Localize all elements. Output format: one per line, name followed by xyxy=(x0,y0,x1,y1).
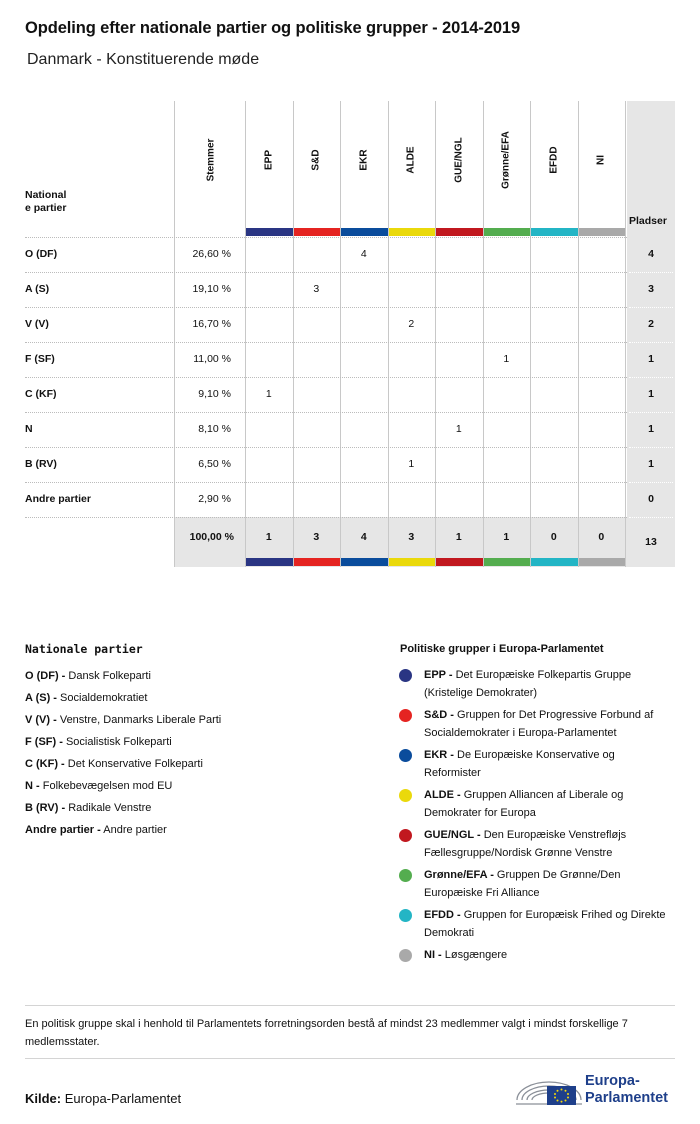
row-party: Andre partier xyxy=(25,493,91,505)
group-total: 1 xyxy=(455,531,462,543)
group-header-Grønne/EFA: Grønne/EFA xyxy=(500,131,512,189)
row-party: V (V) xyxy=(25,318,49,330)
row-party: O (DF) xyxy=(25,248,58,260)
source-label: Kilde: xyxy=(25,1091,62,1106)
party-column-header: National e partier xyxy=(25,189,67,214)
row-group-seats: 3 xyxy=(313,283,320,295)
logo-line-1: Europa- xyxy=(585,1073,640,1089)
row-separator xyxy=(25,447,627,448)
seats-separator xyxy=(629,412,673,413)
row-separator xyxy=(25,307,627,308)
group-legend-code: EKR - xyxy=(424,749,454,761)
national-legend-code: F (SF) - xyxy=(25,736,63,748)
seats-separator xyxy=(629,447,673,448)
group-legend-code: S&D - xyxy=(424,709,454,721)
group-total: 1 xyxy=(265,531,272,543)
seats-separator xyxy=(629,482,673,483)
group-colorbar-top xyxy=(531,228,578,236)
row-group-seats: 1 xyxy=(503,353,510,365)
logo-line-2: Parlamentet xyxy=(585,1089,669,1106)
group-legend-name: Gruppen Alliancen af Liberale og Demokrater for Europa xyxy=(424,789,624,819)
row-group-seats: 2 xyxy=(408,318,415,330)
row-separator xyxy=(25,482,627,483)
row-votes: 16,70 % xyxy=(192,318,231,330)
divider-group xyxy=(293,101,294,567)
row-party: C (KF) xyxy=(25,388,57,400)
footnote: En politisk gruppe skal i henhold til Parlamentets forretningsorden bestå af mindst 23 medlemmer valgt i mindst forskellige 7 medlemsstater. xyxy=(25,1018,628,1048)
group-header-GUE/NGL: GUE/NGL xyxy=(453,137,465,183)
group-legend-name: Løsgængere xyxy=(441,949,508,961)
divider xyxy=(25,1005,675,1006)
national-legend-code: V (V) - xyxy=(25,714,57,726)
group-colorbar-top xyxy=(389,228,436,236)
group-legend-item xyxy=(424,906,674,942)
row-votes: 26,60 % xyxy=(192,248,231,260)
national-legend-title: Nationale partier xyxy=(25,642,143,656)
group-legend-item xyxy=(424,786,674,822)
groups-legend-title: Politiske grupper i Europa-Parlamentet xyxy=(400,643,604,655)
divider-group xyxy=(435,101,436,567)
national-legend-code: O (DF) - xyxy=(25,670,66,682)
row-votes: 2,90 % xyxy=(198,493,231,505)
group-header-EPP: EPP xyxy=(263,149,275,171)
group-total: 4 xyxy=(360,531,367,543)
group-legend-item xyxy=(424,706,674,742)
group-header-ALDE: ALDE xyxy=(405,146,417,174)
national-legend-code: N - xyxy=(25,780,40,792)
seats-column-header: Pladser xyxy=(629,215,667,227)
group-color-dot-icon xyxy=(399,829,412,842)
divider-group xyxy=(625,101,626,567)
national-legend-name: Andre partier xyxy=(100,824,167,836)
seats-separator xyxy=(629,377,673,378)
national-legend-item xyxy=(25,780,172,792)
group-color-dot-icon xyxy=(399,949,412,962)
national-legend-code: C (KF) - xyxy=(25,758,65,770)
votes-column-header: Stemmer xyxy=(205,138,217,182)
group-total: 0 xyxy=(550,531,557,543)
group-total: 1 xyxy=(503,531,510,543)
group-legend-name: Gruppen for Europæisk Frihed og Direkte Demokrati xyxy=(424,909,666,939)
row-seats: 1 xyxy=(648,423,654,435)
row-votes: 11,00 % xyxy=(193,353,231,365)
row-party: B (RV) xyxy=(25,458,57,470)
row-seats: 4 xyxy=(648,248,654,260)
group-colorbar-top xyxy=(341,228,388,236)
group-legend-item xyxy=(424,666,674,702)
group-total: 0 xyxy=(598,531,605,543)
national-legend-code: B (RV) - xyxy=(25,802,66,814)
group-legend-item xyxy=(424,866,674,902)
group-colorbar-bottom xyxy=(484,558,531,566)
national-legend-name: Dansk Folkeparti xyxy=(65,670,151,682)
row-seats: 1 xyxy=(648,353,654,365)
national-legend-name: Socialdemokratiet xyxy=(56,692,148,704)
row-separator xyxy=(25,272,627,273)
row-votes: 8,10 % xyxy=(198,423,231,435)
row-seats: 2 xyxy=(648,318,654,330)
group-header-S&D: S&D xyxy=(310,149,322,171)
row-votes: 9,10 % xyxy=(198,388,231,400)
group-legend-code: EFDD - xyxy=(424,909,461,921)
divider-group xyxy=(578,101,579,567)
national-legend-code: Andre partier - xyxy=(25,824,101,836)
divider-group xyxy=(245,101,246,567)
seats-separator xyxy=(629,517,673,518)
national-legend-item xyxy=(25,670,151,682)
row-party: F (SF) xyxy=(25,353,55,365)
national-legend-item xyxy=(25,824,167,836)
group-colorbar-bottom xyxy=(436,558,483,566)
row-group-seats: 4 xyxy=(360,248,367,260)
group-total: 3 xyxy=(313,531,320,543)
row-separator xyxy=(25,377,627,378)
row-party: N xyxy=(25,423,33,435)
group-legend-code: GUE/NGL - xyxy=(424,829,481,841)
seats-separator xyxy=(629,272,673,273)
row-seats: 1 xyxy=(648,388,654,400)
row-votes: 19,10 % xyxy=(192,283,231,295)
group-legend-name: De Europæiske Konservative og Reformister xyxy=(424,749,615,779)
divider-group xyxy=(483,101,484,567)
divider-group xyxy=(530,101,531,567)
group-colorbar-bottom xyxy=(341,558,388,566)
group-header-EKR: EKR xyxy=(358,149,370,171)
national-legend-name: Det Konservative Folkeparti xyxy=(64,758,203,770)
row-group-seats: 1 xyxy=(408,458,415,470)
group-colorbar-top xyxy=(484,228,531,236)
row-seats: 0 xyxy=(648,493,654,505)
group-legend-item xyxy=(424,946,674,964)
row-separator xyxy=(25,517,627,518)
page-subtitle: Danmark - Konstituerende møde xyxy=(27,51,260,68)
divider-group xyxy=(388,101,389,567)
divider xyxy=(25,1058,675,1059)
national-legend-item xyxy=(25,714,221,726)
source-line xyxy=(25,1091,181,1106)
total-seats: 13 xyxy=(645,536,657,548)
group-color-dot-icon xyxy=(399,869,412,882)
source-value: Europa-Parlamentet xyxy=(64,1091,182,1106)
group-colorbar-top xyxy=(246,228,293,236)
logo-text xyxy=(585,1073,668,1106)
group-color-dot-icon xyxy=(399,669,412,682)
group-colorbar-top xyxy=(294,228,341,236)
group-colorbar-bottom xyxy=(531,558,578,566)
national-legend-item xyxy=(25,802,151,814)
group-color-dot-icon xyxy=(399,749,412,762)
group-total: 3 xyxy=(408,531,415,543)
national-legend-name: Venstre, Danmarks Liberale Parti xyxy=(56,714,222,726)
group-colorbar-bottom xyxy=(294,558,341,566)
group-legend-name: Det Europæiske Folkepartis Gruppe (Kristelige Demokrater) xyxy=(424,669,632,699)
row-votes: 6,50 % xyxy=(198,458,231,470)
seats-separator xyxy=(629,342,673,343)
row-party: A (S) xyxy=(25,283,50,295)
row-separator xyxy=(25,412,627,413)
group-legend-item xyxy=(424,826,674,862)
seats-separator xyxy=(629,307,673,308)
group-header-NI: NI xyxy=(595,155,607,165)
group-legend-code: ALDE - xyxy=(424,789,461,801)
group-colorbar-top xyxy=(436,228,483,236)
national-legend-item xyxy=(25,692,147,704)
group-header-EFDD: EFDD xyxy=(548,146,560,174)
national-legend-code: A (S) - xyxy=(25,692,57,704)
national-legend-name: Socialistisk Folkeparti xyxy=(62,736,172,748)
group-colorbar-bottom xyxy=(246,558,293,566)
national-legend-item xyxy=(25,736,172,748)
group-color-dot-icon xyxy=(399,789,412,802)
row-group-seats: 1 xyxy=(455,423,462,435)
group-legend-name: Den Europæiske Venstrefløjs Fællesgruppe/Nordisk Grønne Venstre xyxy=(424,829,627,859)
group-colorbar-top xyxy=(579,228,626,236)
group-colorbar-bottom xyxy=(579,558,626,566)
row-seats: 3 xyxy=(648,283,654,295)
group-color-dot-icon xyxy=(399,909,412,922)
group-colorbar-bottom xyxy=(389,558,436,566)
national-legend-item xyxy=(25,758,203,770)
group-color-dot-icon xyxy=(399,709,412,722)
national-legend-name: Radikale Venstre xyxy=(65,802,152,814)
group-legend-name: Gruppen for Det Progressive Forbund af Socialdemokrater i Europa-Parlamentet xyxy=(424,709,654,739)
row-group-seats: 1 xyxy=(265,388,272,400)
row-separator xyxy=(25,342,627,343)
group-legend-code: EPP - xyxy=(424,669,453,681)
national-legend-name: Folkebevægelsen mod EU xyxy=(39,780,173,792)
group-legend-item xyxy=(424,746,674,782)
group-legend-name: Gruppen De Grønne/Den Europæiske Fri Alliance xyxy=(424,869,621,899)
row-separator xyxy=(25,237,627,238)
group-legend-code: Grønne/EFA - xyxy=(424,869,494,881)
divider-group xyxy=(340,101,341,567)
group-legend-code: NI - xyxy=(424,949,442,961)
total-votes: 100,00 % xyxy=(189,531,234,543)
row-seats: 1 xyxy=(648,458,654,470)
page-title: Opdeling efter nationale partier og politiske grupper - 2014-2019 xyxy=(25,19,521,37)
